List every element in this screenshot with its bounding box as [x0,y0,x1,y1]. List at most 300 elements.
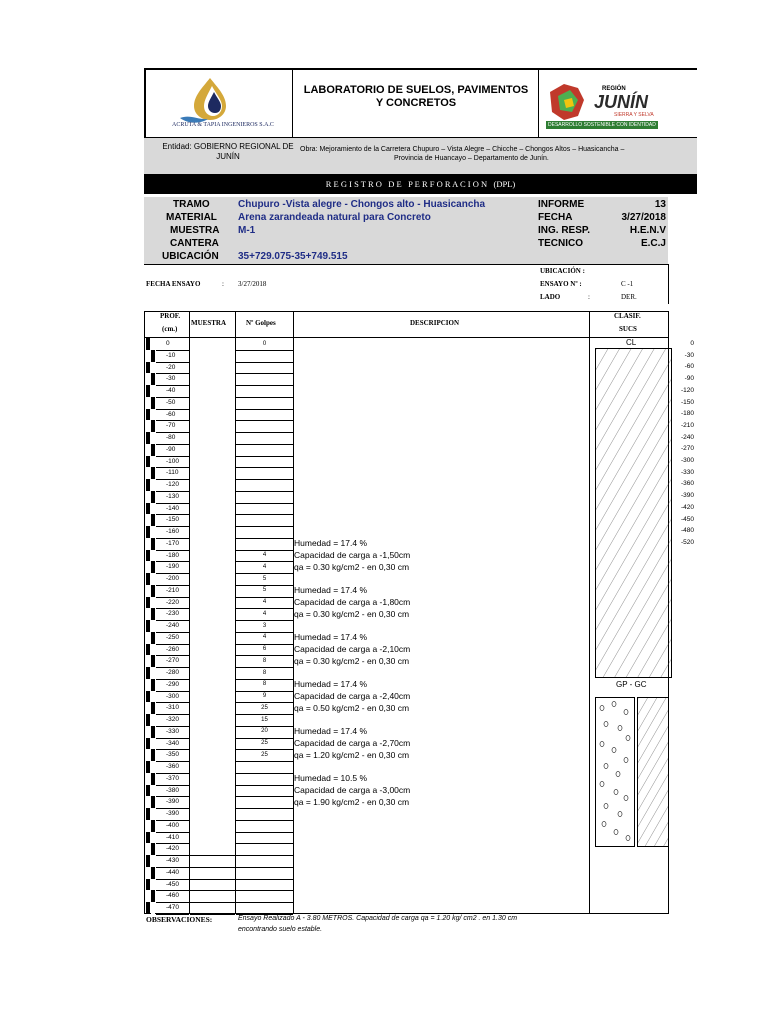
golpes-cell-line [236,667,293,668]
depth-value: -40 [166,387,176,394]
golpes-cell-line [236,397,293,398]
description-line: Humedad = 17.4 % [294,585,368,596]
right-scale-value: -30 [684,351,694,359]
depth-ruler-block [151,738,155,750]
golpes-cell-line [236,796,293,797]
table-row-line [156,608,189,609]
table-row-line [156,409,189,410]
table-row-line [156,597,189,598]
page-title [300,84,532,110]
depth-ruler-block [151,632,155,644]
table-row-line [156,785,189,786]
depth-ruler-block [146,432,150,444]
depth-ruler-block [151,467,155,479]
golpes-value: 4 [262,610,267,617]
ing-value: H.E.N.V [629,225,666,236]
depth-ruler-block [146,385,150,397]
region-logo-top: REGIÓN [602,86,626,92]
observations-line-2: encontrando suelo estable. [238,926,323,933]
golpes-value: 5 [262,575,267,582]
depth-ruler-block [146,397,150,409]
golpes-cell-line [236,479,293,480]
right-depth-scale [676,338,716,558]
golpes-value: 25 [261,751,268,758]
golpes-cell-line [236,773,293,774]
golpes-cell-line [236,785,293,786]
depth-ruler-block [146,632,150,644]
table-row-line [156,749,189,750]
depth-ruler-block [146,691,150,703]
sucs-cl-pattern [595,348,672,678]
golpes-cell-line [236,644,293,645]
depth-ruler-block [151,397,155,409]
lado-sep: : [588,293,590,301]
depth-value: -190 [166,563,180,571]
depth-value: 0 [166,340,170,347]
fecha-ensayo-sep: : [222,280,224,288]
table-row-line [156,491,189,492]
region-logo [544,78,664,132]
golpes-cell-line [236,373,293,374]
table-row-line [156,738,189,739]
depth-ruler-block [146,467,150,479]
golpes-value: 8 [262,657,267,664]
depth-ruler-block [151,679,155,691]
golpes-cell-line [236,761,293,762]
fecha-ensayo-label: FECHA ENSAYO [146,280,201,288]
depth-ruler-block [151,667,155,679]
depth-value: -10 [166,351,176,359]
golpes-cell-line [236,491,293,492]
golpes-cell-line [236,526,293,527]
table-row-line [156,679,189,680]
table-row-line [156,902,189,903]
depth-ruler-block [146,373,150,385]
depth-value: -270 [166,657,180,665]
depth-ruler-block [151,644,155,656]
depth-ruler-block [151,890,155,902]
depth-ruler-block [146,832,150,844]
muestra-cell-line [190,879,235,880]
description-line: Humedad = 17.4 % [294,726,368,737]
depth-ruler-block [146,902,150,914]
ensayo-value: C -1 [621,280,634,288]
depth-value: -160 [166,528,180,535]
depth-ruler-block [151,409,155,421]
depth-ruler-block [151,432,155,444]
depth-ruler-block [151,561,155,573]
golpes-value: 0 [262,340,267,347]
description-line: qa = 0.50 kg/cm2 - en 0,30 cm [294,702,410,713]
region-logo-band: DESARROLLO SOSTENIBLE CON IDENTIDAD [548,122,656,128]
depth-ruler-block [146,514,150,526]
right-scale-value: -420 [680,503,694,511]
right-scale-value: -360 [680,480,694,488]
depth-ruler-block [151,420,155,432]
descripcion-header: DESCRIPCION [410,319,460,327]
depth-ruler-block [151,491,155,503]
depth-value: -430 [166,857,180,864]
depth-ruler-block [151,338,155,350]
golpes-value: 15 [261,716,268,723]
observations-line-1: Ensayo Realizado A - 3.80 METROS. Capacidad de carga qa = 1.20 kg/ cm2 . en 1.30 cm [238,915,518,922]
obra-line-1: Obra: Mejoramiento de la Carretera Chupuro – Vista Alegre – Chicche – Chongos Altos – Huasicancha – [300,146,625,153]
depth-ruler-block [151,585,155,597]
fecha-label: FECHA [538,212,573,223]
depth-value: -390 [166,798,180,806]
depth-ruler-block [146,655,150,667]
depth-value: -180 [166,551,180,559]
golpes-cell-line [236,503,293,504]
golpes-value: 4 [262,599,267,605]
cantera-label: CANTERA [170,238,219,249]
right-scale-value: -60 [684,363,694,371]
golpes-cell-line [236,855,293,856]
depth-ruler-block [146,561,150,573]
depth-value: -410 [166,833,180,841]
depth-value: -30 [166,375,176,383]
material-label: MATERIAL [166,212,217,223]
right-scale-value: -240 [680,433,694,441]
table-row-line [156,867,189,868]
depth-ruler-block [151,456,155,468]
depth-ruler-block [151,879,155,891]
muestra-cell-line [190,902,235,903]
right-scale-value: -90 [684,375,694,383]
tecnico-label: TECNICO [538,238,583,249]
clasif-header: CLASIF. [614,312,641,320]
table-row-line [156,761,189,762]
depth-ruler-block [146,644,150,656]
table-row-line [156,432,189,433]
table-row-line [156,385,189,386]
depth-ruler-block [146,843,150,855]
depth-ruler-block [151,726,155,738]
depth-ruler-block [146,796,150,808]
depth-value: -90 [166,445,176,453]
depth-value: -330 [166,727,180,735]
depth-ruler-block [146,526,150,538]
description-line: Humedad = 17.4 % [294,632,368,643]
depth-ruler-block [151,350,155,362]
depth-ruler-block [146,738,150,750]
golpes-cell-line [236,726,293,727]
depth-ruler-block [146,879,150,891]
ing-label: ING. RESP. [538,225,591,236]
test-info-frame [668,264,669,304]
depth-ruler-block [151,773,155,785]
right-scale-value: -450 [680,515,694,523]
table-row-line [156,350,189,351]
table-row-line [156,444,189,445]
depth-value: -230 [166,610,180,618]
hatch-pattern-gc [638,698,668,846]
test-ubicacion-label: UBICACIÓN : [540,267,585,275]
golpes-value: 9 [262,693,267,699]
golpes-cell-line [236,655,293,656]
depth-ruler-block [151,832,155,844]
banner [144,175,697,194]
depth-ruler-block [151,691,155,703]
depth-value: -380 [166,786,180,794]
depth-value: -140 [166,504,180,512]
fecha-value: 3/27/2018 [621,212,666,223]
muestra-header: MUESTRA [191,319,227,327]
golpes-cell-line [236,550,293,551]
tramo-label: TRAMO [173,199,210,210]
golpes-cell-line [236,420,293,421]
table-row-line [156,467,189,468]
depth-ruler-block [146,550,150,562]
golpes-cell-line [236,385,293,386]
depth-ruler-block [151,608,155,620]
table-row-line [156,667,189,668]
golpes-value: 8 [262,669,267,676]
prof-header: PROF. [160,312,181,320]
depth-ruler-block [146,456,150,468]
golpes-value: 5 [262,587,267,594]
golpes-cell-line [236,702,293,703]
depth-ruler-block [151,514,155,526]
right-scale-value: -180 [680,410,694,418]
right-scale-value: 0 [690,340,694,347]
depth-ruler-block [151,503,155,515]
depth-ruler-block [151,761,155,773]
golpes-cell-line [236,738,293,739]
ubicacion-label: UBICACIÓN [162,251,219,262]
entity-text [158,142,298,162]
depth-value: -360 [166,763,180,770]
golpes-cell-line [236,608,293,609]
depth-ruler-block [151,714,155,726]
depth-ruler-block [146,597,150,609]
golpes-cell-line [236,597,293,598]
table-row-line [156,538,189,539]
obra-line-2: Provincia de Huancayo – Departamento de Junín. [394,155,549,162]
depth-value: -20 [166,363,176,371]
table-row-line [156,573,189,574]
golpes-cell-line [236,620,293,621]
golpes-cell-line [236,808,293,809]
description-line: qa = 0.30 kg/cm2 - en 0,30 cm [294,561,410,572]
depth-ruler-block [151,538,155,550]
golpes-cell-line [236,820,293,821]
depth-ruler-block [151,444,155,456]
description-line: Humedad = 17.4 % [294,538,368,549]
table-row-line [156,655,189,656]
table-row-line [156,585,189,586]
depth-ruler-block [146,608,150,620]
depth-ruler-block [146,538,150,550]
table-row-line [156,796,189,797]
depth-ruler-block [151,573,155,585]
depth-value: -300 [166,692,180,700]
region-logo-main: JUNÍN [594,92,649,112]
golpes-cell-line [236,573,293,574]
golpes-cell-line [236,679,293,680]
sucs-gpgc-hatch [637,697,669,847]
depth-ruler-block [146,702,150,714]
description-line: qa = 0.30 kg/cm2 - en 0,30 cm [294,655,410,666]
golpes-value: 8 [262,681,267,688]
depth-ruler-block [151,655,155,667]
depth-ruler-block [146,679,150,691]
golpes-cell-line [236,749,293,750]
depth-ruler-block [151,796,155,808]
golpes-value: 25 [261,740,268,746]
golpes-value: 4 [262,552,267,558]
table-row-line [156,691,189,692]
description-line: Humedad = 10.5 % [294,773,368,784]
table-row-line [156,890,189,891]
golpes-cell-line [236,514,293,515]
page-title-text: LABORATORIO DE SUELOS, PAVIMENTOS Y CONCRETOS [303,84,529,109]
depth-value: -470 [166,904,180,911]
sucs-gpgc-label: GP - GC [616,680,647,689]
golpes-cell-line [236,832,293,833]
depth-ruler-block [146,444,150,456]
entity-value: Entidad: GOBIERNO REGIONAL DE JUNÍN [162,142,294,161]
depth-ruler-block [146,409,150,421]
golpes-cell-line [236,432,293,433]
ensayo-label: ENSAYO Nº : [540,280,582,288]
banner-text: R E G I S T R O D E P E R F O R A C I O N (DPL) [325,179,516,189]
table-row-line [156,373,189,374]
table-row-line [156,855,189,856]
description-line: qa = 1.90 kg/cm2 - en 0,30 cm [294,796,410,807]
table-row-line [156,620,189,621]
depth-ruler-block [146,362,150,374]
depth-ruler-block [146,749,150,761]
depth-ruler-block [151,620,155,632]
depth-value: -60 [166,410,176,418]
right-scale-value: -390 [680,492,694,500]
golpes-header: Nº Golpes [246,319,276,327]
description-line: Capacidad de carga a -1,50cm [294,550,411,560]
golpes-value: 4 [262,563,267,570]
table-row-line [156,526,189,527]
golpes-cell-line [236,902,293,903]
depth-ruler-block [151,362,155,374]
description-line: Capacidad de carga a -2,10cm [294,644,411,654]
depth-ruler-block [146,714,150,726]
depth-ruler-block [146,808,150,820]
depth-ruler-block [146,338,150,350]
table-row-line [156,879,189,880]
depth-value: -170 [166,539,180,547]
description-line: qa = 1.20 kg/cm2 - en 0,30 cm [294,749,410,760]
depth-ruler-block [151,550,155,562]
depth-value: -400 [166,821,180,829]
depth-value: -290 [166,680,180,688]
depth-value: -280 [166,669,180,676]
depth-ruler-block [146,867,150,879]
depth-ruler-block [146,761,150,773]
depth-value: -210 [166,586,180,594]
table-row-line [156,397,189,398]
depth-value: -350 [166,751,180,759]
table-row-line [156,362,189,363]
depth-ruler-block [151,843,155,855]
depth-ruler-block [146,890,150,902]
tramo-value: Chupuro -Vista alegre - Chongos alto - Huasicancha [238,199,486,210]
company-logo [150,74,286,132]
lado-value: DER. [621,293,637,301]
golpes-cell-line [236,538,293,539]
depth-value: -320 [166,716,180,723]
sucs-gpgc-pattern [595,697,635,847]
depth-value: -240 [166,622,180,629]
depth-ruler-block [146,785,150,797]
depth-value: -130 [166,492,180,500]
table-row-line [156,514,189,515]
depth-ruler-block [151,855,155,867]
depth-ruler-block [151,785,155,797]
depth-value: -370 [166,774,180,782]
depth-value: -80 [166,434,176,441]
depth-value: -250 [166,633,180,641]
lado-label: LADO [540,293,561,301]
depth-ruler-block [151,526,155,538]
muestra-value: M-1 [238,225,256,236]
depth-value: -200 [166,575,180,582]
table-row-line [156,632,189,633]
golpes-cell-line [236,632,293,633]
description-line: Capacidad de carga a -2,40cm [294,691,411,701]
right-scale-value: -270 [680,445,694,453]
table-row-line [156,714,189,715]
depth-value: -150 [166,516,180,524]
golpes-value: 3 [262,622,267,629]
golpes-cell-line [236,456,293,457]
golpes-value: 4 [262,634,267,641]
golpes-value: 6 [262,646,267,652]
right-scale-value: -330 [680,468,694,476]
muestra-label: MUESTRA [170,225,220,236]
golpes-cell-line [236,561,293,562]
depth-value: -260 [166,645,180,653]
table-row-line [156,479,189,480]
region-logo-sub: SIERRA Y SELVA [614,112,654,118]
depth-ruler-block [151,902,155,914]
table-row-line [156,644,189,645]
depth-value: -50 [166,398,176,406]
tecnico-value: E.C.J [640,238,666,249]
observations-label: OBSERVACIONES: [146,915,213,924]
golpes-cell-line [236,843,293,844]
muestra-cell-line [190,855,235,856]
right-scale-value: -300 [680,457,694,464]
depth-ruler-block [146,420,150,432]
gravel-pattern [596,698,634,846]
depth-value: -440 [166,868,180,876]
description-line: Capacidad de carga a -3,00cm [294,785,411,795]
depth-value: -110 [166,469,179,477]
depth-ruler-block [151,702,155,714]
depth-value: -450 [166,880,180,888]
depth-rows [144,338,669,912]
depth-value: -310 [166,704,180,712]
table-row-line [156,503,189,504]
table-row-line [156,726,189,727]
right-scale-value: -150 [680,398,694,406]
description-line: Capacidad de carga a -1,80cm [294,597,411,607]
informe-label: INFORME [538,199,585,210]
depth-ruler-block [151,479,155,491]
ubicacion-value: 35+729.075-35+749.515 [238,251,348,262]
depth-value: -70 [166,422,176,430]
right-scale-value: -210 [680,421,694,429]
